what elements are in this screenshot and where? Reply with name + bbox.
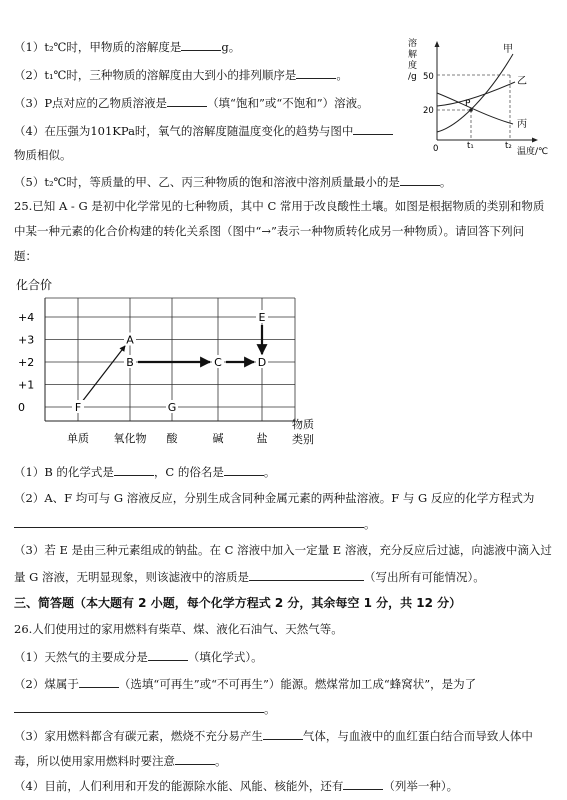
q26-s1: （1）天然气的主要成分是 （填化学式）。: [14, 650, 263, 664]
valence-chart: [10, 273, 330, 453]
sol-xtick: t₂: [505, 141, 512, 151]
sol-q5: （5）t₂℃时，等质量的甲、乙、丙三种物质的饱和溶液中溶剂质量最小的是 。: [14, 175, 452, 189]
sol-q4-cont: 物质相似。: [14, 148, 72, 162]
sol-ylabel: 度: [408, 61, 418, 71]
transform-arrows: [83, 325, 262, 401]
point-label: C: [214, 356, 222, 369]
x-category-label: 单质: [67, 432, 89, 445]
point-label: A: [126, 333, 134, 347]
q26-s2: （2）煤属于 （选填“可再生”或“不可再生”）能源。燃煤常加工成“蜂窝状”，是为了: [14, 677, 477, 691]
answer-blank[interactable]: [353, 122, 393, 135]
answer-blank[interactable]: [224, 463, 264, 476]
point-label: D: [257, 356, 267, 369]
answer-blank[interactable]: [263, 727, 303, 740]
section-heading: 三、简答题（本大题有 2 小题，每个化学方程式 2 分，其余每空 1 分，共 12 分）: [14, 596, 462, 610]
sol-xtick: 0: [433, 144, 439, 154]
q25-s2: （2）A、F 均可与 G 溶液反应，分别生成含同种金属元素的两种盐溶液。F 与 G 反应的化学方程式为: [14, 491, 535, 505]
answer-blank[interactable]: [14, 515, 364, 528]
point-label: B: [126, 356, 134, 369]
sol-ytick: 50: [423, 72, 434, 82]
chart-title: 化合价: [16, 278, 53, 292]
x-category-label: 酸: [166, 432, 178, 445]
answer-blank[interactable]: [14, 700, 264, 713]
q25-s1: （1）B 的化学式是 ，C 的俗名是 。: [14, 465, 276, 479]
x-axis-label: 类别: [292, 433, 314, 446]
x-category-label: 碱: [212, 432, 224, 445]
sol-q4: （4）在压强为101KPa时，氧气的溶解度随温度变化的趋势与图中: [14, 122, 393, 139]
sol-ylabel: /g: [408, 72, 417, 82]
point-label: G: [167, 401, 177, 414]
sol-xtick: t₁: [467, 141, 474, 151]
x-axis-label: 物质: [292, 418, 314, 431]
q25-s3: （3）若 E 是由三种元素组成的钠盐。在 C 溶液中加入一定量 E 溶液，充分反应后过滤，向滤液中滴入过: [14, 543, 552, 557]
sol-q3: （3）P点对应的乙物质溶液是 （填“饱和”或“不饱和”）溶液。: [14, 96, 369, 110]
q25-s2-blank: 。: [14, 515, 376, 532]
sol-q1: （1）t₂℃时，甲物质的溶解度是 g。: [14, 40, 241, 54]
point-p-label: P: [465, 99, 471, 109]
q25-s3-cont: 量 G 溶液，无明显现象，则该滤液中的溶质是 （写出所有可能情况）。: [14, 570, 485, 584]
y-tick-label: +1: [18, 378, 35, 392]
answer-blank[interactable]: [400, 173, 440, 186]
answer-blank[interactable]: [167, 94, 207, 107]
answer-blank[interactable]: [181, 38, 221, 51]
q26-s3: （3）家用燃料都含有碳元素，燃烧不充分易产生 气体，与血液中的血红蛋白结合而导致人体中: [14, 729, 533, 743]
x-category-label: 盐: [256, 432, 268, 445]
y-tick-label: 0: [18, 401, 25, 414]
answer-blank[interactable]: [79, 675, 119, 688]
q26-s4: （4）目前，人们利用和开发的能源除水能、风能、核能外，还有 （列举一种）。: [14, 779, 459, 793]
axis-arrow-icon: [435, 41, 440, 47]
answer-blank[interactable]: [148, 648, 188, 661]
q26-s2-blank: 。: [14, 700, 276, 717]
answer-blank[interactable]: [249, 568, 364, 581]
series-label: 甲: [503, 44, 513, 55]
answer-blank[interactable]: [175, 752, 215, 765]
solubility-chart: [405, 38, 555, 158]
series-label: 丙: [517, 119, 527, 130]
y-tick-label: +4: [18, 311, 35, 324]
q26-intro: 26.人们使用过的家用燃料有柴草、煤、液化石油气、天然气等。: [14, 622, 343, 636]
series-label: 乙: [517, 76, 527, 87]
sol-ytick: 20: [423, 106, 434, 116]
sol-ylabel: 解: [408, 50, 418, 60]
q25-intro: 中某一种元素的化合价构建的转化关系图（图中“→”表示一种物质转化成另一种物质）。请回答下列问: [14, 224, 525, 238]
x-category-label: 氧化物: [113, 432, 147, 445]
q26-s3-cont: 毒，所以使用家用燃料时要注意 。: [14, 754, 227, 768]
curve-yi: [437, 82, 515, 106]
q25-intro: 25.已知 A - G 是初中化学常见的七种物质，其中 C 常用于改良酸性土壤。如图是根据物质的类别和物质: [14, 199, 545, 213]
answer-blank[interactable]: [343, 777, 383, 790]
axis-arrow-icon: [532, 138, 538, 143]
y-tick-labels: [18, 311, 34, 414]
point-label: E: [258, 311, 266, 324]
y-tick-label: +3: [18, 333, 35, 347]
x-category-labels: [67, 431, 268, 445]
sol-q2: （2）t₁℃时，三种物质的溶解度由大到小的排列顺序是 。: [14, 68, 348, 82]
answer-blank[interactable]: [296, 66, 336, 79]
y-tick-label: +2: [18, 356, 35, 369]
answer-blank[interactable]: [114, 463, 154, 476]
sol-xlabel: 温度/℃: [517, 147, 549, 157]
point-label: F: [74, 401, 82, 414]
q25-intro: 题：: [14, 249, 37, 263]
sol-ylabel: 溶: [408, 39, 418, 49]
transform-arrow: [83, 346, 125, 401]
